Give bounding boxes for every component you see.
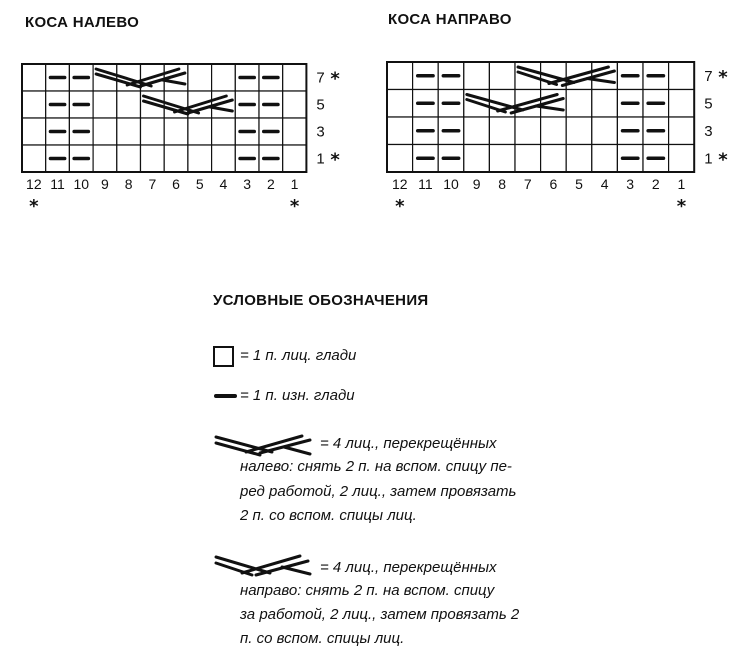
repeat-star-column: *	[676, 196, 687, 217]
column-label: 5	[195, 176, 204, 192]
grid-cell	[592, 90, 618, 118]
column-label: 9	[472, 176, 481, 192]
grid-cell	[464, 145, 490, 173]
grid-cell	[669, 145, 695, 173]
column-label: 6	[172, 176, 180, 192]
cable-left-icon	[212, 430, 317, 460]
legend-cable-left-line-2: налево: снять 2 п. на вспом. спицу пе-	[240, 458, 512, 475]
column-label: 3	[243, 176, 252, 192]
legend-title: УСЛОВНЫЕ ОБОЗНАЧЕНИЯ	[213, 292, 429, 309]
chart-title-right: КОСА НАПРАВО	[388, 11, 512, 28]
column-label: 9	[101, 176, 109, 192]
column-label: 8	[498, 176, 507, 192]
grid-cell	[592, 145, 618, 173]
grid-cell	[387, 90, 413, 118]
grid-cell	[566, 145, 592, 173]
row-label: 3	[704, 122, 713, 140]
legend-purl-text: = 1 п. изн. глади	[240, 387, 355, 404]
column-label: 11	[418, 176, 433, 192]
column-label: 4	[600, 176, 609, 192]
grid-cell	[464, 62, 490, 90]
grid-cell	[515, 145, 541, 173]
column-label: 2	[266, 176, 275, 192]
legend-cable-right-line-3: за работой, 2 лиц., затем провязать 2	[240, 606, 520, 623]
knit-stitch-icon	[213, 346, 235, 368]
grid-cell	[669, 117, 695, 145]
row-label: 7	[704, 67, 713, 85]
repeat-star-row: *	[718, 66, 728, 88]
legend-cable-left-line-3: ред работой, 2 лиц., затем провязать	[240, 483, 517, 500]
row-label: 7	[316, 69, 325, 87]
column-label: 12	[392, 176, 408, 192]
purl-stitch-icon	[213, 388, 239, 404]
column-label: 1	[677, 176, 686, 192]
grid-cell	[489, 62, 515, 90]
grid-cell	[592, 117, 618, 145]
column-label: 7	[523, 176, 532, 192]
grid-cell	[669, 62, 695, 90]
grid-cell	[489, 145, 515, 173]
column-label: 8	[124, 176, 133, 192]
column-label: 10	[73, 176, 90, 192]
grid-cell	[541, 145, 567, 173]
cable-right-icon	[212, 551, 317, 581]
column-label: 1	[290, 176, 299, 192]
grid-cell	[541, 117, 567, 145]
repeat-star-column: *	[29, 196, 39, 217]
column-label: 6	[549, 176, 558, 192]
grid-cell	[464, 117, 490, 145]
row-label: 5	[704, 95, 713, 113]
column-label: 5	[575, 176, 583, 192]
legend-cable-right-line-4: п. со вспом. спицы лиц.	[240, 630, 405, 647]
repeat-star-column: *	[289, 196, 300, 217]
column-label: 4	[219, 176, 228, 192]
knitting-chart-right-cable	[0, 0, 745, 230]
repeat-star-row: *	[330, 68, 340, 90]
grid-cell	[515, 117, 541, 145]
grid-cell	[489, 117, 515, 145]
legend-knit-text: = 1 п. лиц. глади	[240, 347, 357, 364]
legend-cable-right-line-1: = 4 лиц., перекрещённых	[320, 559, 497, 576]
legend-cable-left-line-1: = 4 лиц., перекрещённых	[320, 435, 497, 452]
grid-cell	[566, 90, 592, 118]
repeat-star-column: *	[395, 196, 405, 217]
column-label: 10	[443, 176, 459, 192]
grid-cell	[566, 117, 592, 145]
column-label: 7	[148, 176, 157, 192]
row-label: 1	[316, 150, 325, 168]
grid-cell	[387, 62, 413, 90]
grid-cell	[387, 145, 413, 173]
legend-cable-right-line-2: направо: снять 2 п. на вспом. спицу	[240, 582, 495, 599]
grid-cell	[669, 90, 695, 118]
repeat-star-row: *	[718, 149, 728, 171]
row-label: 1	[704, 150, 713, 168]
column-label: 11	[50, 176, 65, 192]
column-label: 2	[651, 176, 660, 192]
grid-cell	[387, 117, 413, 145]
row-label: 3	[316, 123, 325, 141]
repeat-star-row: *	[330, 149, 340, 171]
legend-cable-left-line-4: 2 п. со вспом. спицы лиц.	[240, 507, 417, 524]
row-label: 5	[316, 96, 325, 114]
column-label: 12	[26, 176, 42, 192]
column-label: 3	[626, 176, 635, 192]
chart-title-left: КОСА НАЛЕВО	[25, 14, 140, 31]
